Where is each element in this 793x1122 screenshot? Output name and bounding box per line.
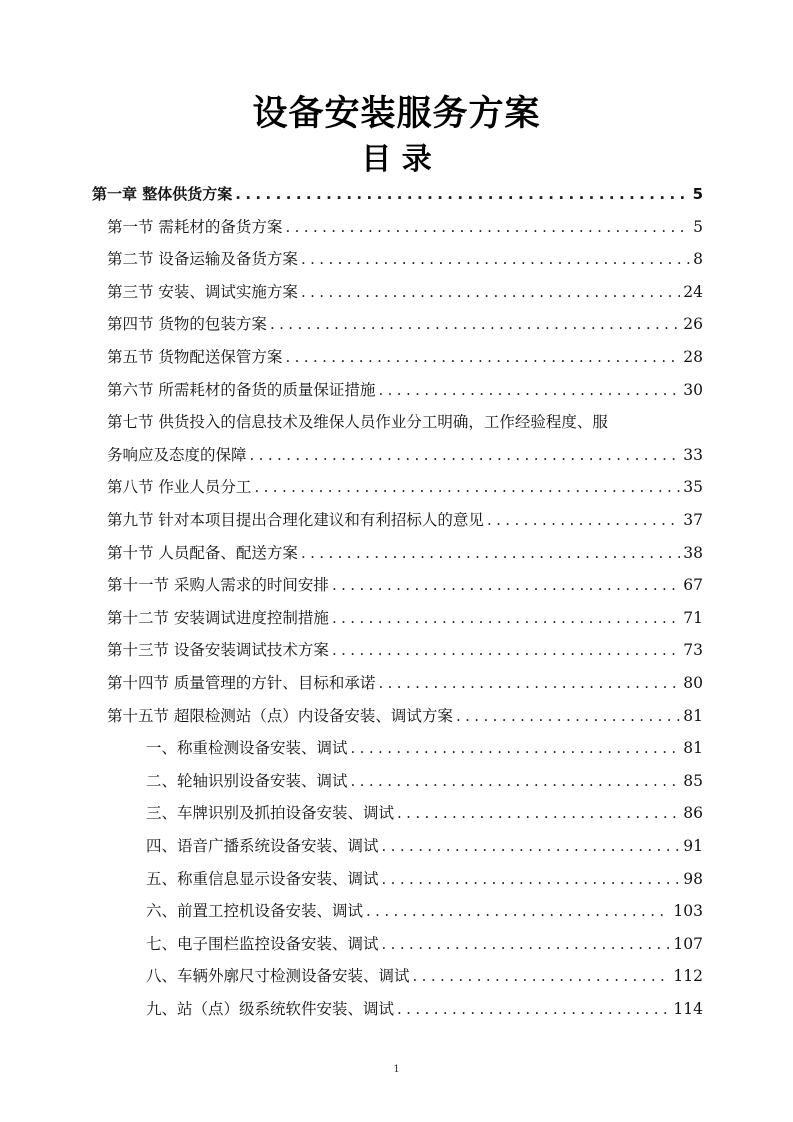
toc-entry-page: 114 xyxy=(673,1000,703,1018)
toc-entry-label: 三、车牌识别及抓拍设备安装、调试 xyxy=(146,804,395,823)
toc-entry-page: 67 xyxy=(683,576,703,595)
leader-dots xyxy=(413,964,671,988)
leader-dots xyxy=(235,182,689,206)
toc-entry-label: 第十三节 设备安装调试技术方案 xyxy=(107,641,329,660)
leader-dots xyxy=(332,606,680,630)
toc-entry-label: 第二节 设备运输及备货方案 xyxy=(107,250,298,269)
toc-subentry[interactable] xyxy=(146,793,703,825)
toc-entry-continuation[interactable] xyxy=(107,435,703,467)
toc-heading: 目 录 xyxy=(361,142,432,177)
toc-entry-label: 第十节 人员配备、配送方案 xyxy=(107,543,298,562)
toc-subentry[interactable] xyxy=(146,956,703,988)
leader-dots xyxy=(285,215,690,239)
toc-entry-label: 第十四节 质量管理的方针、目标和承诺 xyxy=(107,674,376,692)
toc-entry-label: 九、站（点）级系统软件安装、调试 xyxy=(146,1000,395,1018)
leader-dots xyxy=(487,508,680,532)
toc-entry-label: 四、语音广播系统设备安装、调试 xyxy=(146,837,379,855)
toc-entry[interactable] xyxy=(107,696,703,728)
toc-entry[interactable] xyxy=(107,272,703,304)
leader-dots xyxy=(366,899,670,923)
toc-entry-label: 第一章 整体供货方案 xyxy=(92,185,233,203)
toc-entry[interactable] xyxy=(107,663,703,695)
toc-entry[interactable] xyxy=(107,207,703,239)
toc-entry-page: 85 xyxy=(683,771,703,790)
toc-entry-label: 第十二节 安装调试进度控制措施 xyxy=(107,608,329,627)
toc-entry-page: 38 xyxy=(683,543,703,562)
toc-subentry[interactable] xyxy=(146,859,703,891)
toc-entry-chapter-1[interactable] xyxy=(92,174,703,206)
toc-entry[interactable] xyxy=(107,467,703,499)
leader-dots xyxy=(301,280,680,304)
toc-entry[interactable] xyxy=(107,239,703,271)
leader-dots xyxy=(254,475,680,499)
toc-entry-page: 107 xyxy=(673,934,703,953)
leader-dots xyxy=(301,541,680,565)
toc-entry-label: 第十五节 超限检测站（点）内设备安装、调试方案 xyxy=(107,706,453,725)
toc-entry-page: 103 xyxy=(673,902,703,921)
toc-entry-page: 5 xyxy=(693,217,703,236)
leader-dots xyxy=(378,671,680,695)
leader-dots xyxy=(250,443,681,467)
leader-dots xyxy=(301,247,690,271)
toc-subentry[interactable] xyxy=(146,891,703,923)
toc-entry-page: 81 xyxy=(683,739,703,758)
toc-entry-label: 五、称重信息显示设备安装、调试 xyxy=(146,869,379,888)
leader-dots xyxy=(456,704,680,728)
toc-entry[interactable] xyxy=(107,304,703,336)
toc-entry-label: 一、称重检测设备安装、调试 xyxy=(146,739,348,758)
toc-entry-label: 第三节 安装、调试实施方案 xyxy=(107,282,298,301)
toc-subentry[interactable] xyxy=(146,761,703,793)
toc-entry[interactable] xyxy=(107,337,703,369)
toc-entry[interactable] xyxy=(107,598,703,630)
leader-dots xyxy=(270,312,680,336)
toc-entry-page: 24 xyxy=(683,282,703,301)
toc-entry-label: 第七节 供货投入的信息技术及维保人员作业分工明确，工作经验程度、服 xyxy=(107,413,608,432)
toc-entry-label: 第五节 货物配送保管方案 xyxy=(107,348,283,366)
toc-entry-label: 第十一节 采购人需求的时间安排 xyxy=(107,576,329,595)
leader-dots xyxy=(378,378,680,402)
toc-entry-label: 务响应及态度的保障 xyxy=(107,445,247,464)
toc-subentry[interactable] xyxy=(146,826,703,858)
toc-subentry[interactable] xyxy=(146,924,703,956)
toc-entry-label: 六、前置工控机设备安装、调试 xyxy=(146,902,364,921)
toc-entry-label: 第九节 针对本项目提出合理化建议和有利招标人的意见 xyxy=(107,511,484,529)
leader-dots xyxy=(351,769,681,793)
toc-entry-label: 八、车辆外廓尺寸检测设备安装、调试 xyxy=(146,967,410,986)
toc-entry-page: 91 xyxy=(683,837,703,855)
toc-entry-page: 112 xyxy=(673,967,703,986)
toc-entry-page: 5 xyxy=(692,185,703,203)
page-number: 1 xyxy=(393,1064,400,1075)
leader-dots xyxy=(397,997,670,1021)
leader-dots xyxy=(351,736,681,760)
toc-entry[interactable] xyxy=(107,630,703,662)
toc-entry[interactable] xyxy=(107,500,703,532)
toc-entry-page: 28 xyxy=(683,348,703,366)
toc-entry-page: 81 xyxy=(683,706,703,725)
toc-subentry[interactable] xyxy=(146,728,703,760)
toc-entry-label: 七、电子围栏监控设备安装、调试 xyxy=(146,934,379,953)
toc-entry-label: 第八节 作业人员分工 xyxy=(107,478,252,497)
toc-entry-page: 30 xyxy=(683,380,703,399)
toc-entry-page: 86 xyxy=(683,804,703,823)
toc-entry-label: 第一节 需耗材的备货方案 xyxy=(107,217,283,236)
toc-entry-page: 98 xyxy=(683,869,703,888)
leader-dots xyxy=(382,834,681,858)
toc-entry[interactable] xyxy=(107,533,703,565)
leader-dots xyxy=(332,638,680,662)
toc-entry-label: 第六节 所需耗材的备货的质量保证措施 xyxy=(107,380,376,399)
toc-entry-page: 73 xyxy=(683,641,703,660)
toc-entry-page: 8 xyxy=(693,250,703,269)
toc-entry-label: 二、轮轴识别设备安装、调试 xyxy=(146,771,348,790)
toc-entry-wrapped[interactable] xyxy=(107,402,703,434)
toc-entry-page: 37 xyxy=(683,511,703,529)
toc-entry-page: 35 xyxy=(683,478,703,497)
toc-entry[interactable] xyxy=(107,565,703,597)
toc-subentry[interactable] xyxy=(146,989,703,1021)
toc-entry-page: 71 xyxy=(683,608,703,627)
toc-entry-page: 33 xyxy=(683,445,703,464)
toc-entry-label: 第四节 货物的包装方案 xyxy=(107,315,267,334)
leader-dots xyxy=(382,867,681,891)
leader-dots xyxy=(332,573,680,597)
document-title: 设备安装服务方案 xyxy=(252,94,541,134)
toc-entry-page: 80 xyxy=(683,674,703,692)
leader-dots xyxy=(397,801,680,825)
leader-dots xyxy=(285,345,680,369)
leader-dots xyxy=(382,932,671,956)
toc-entry-page: 26 xyxy=(683,315,703,334)
toc-entry[interactable] xyxy=(107,370,703,402)
